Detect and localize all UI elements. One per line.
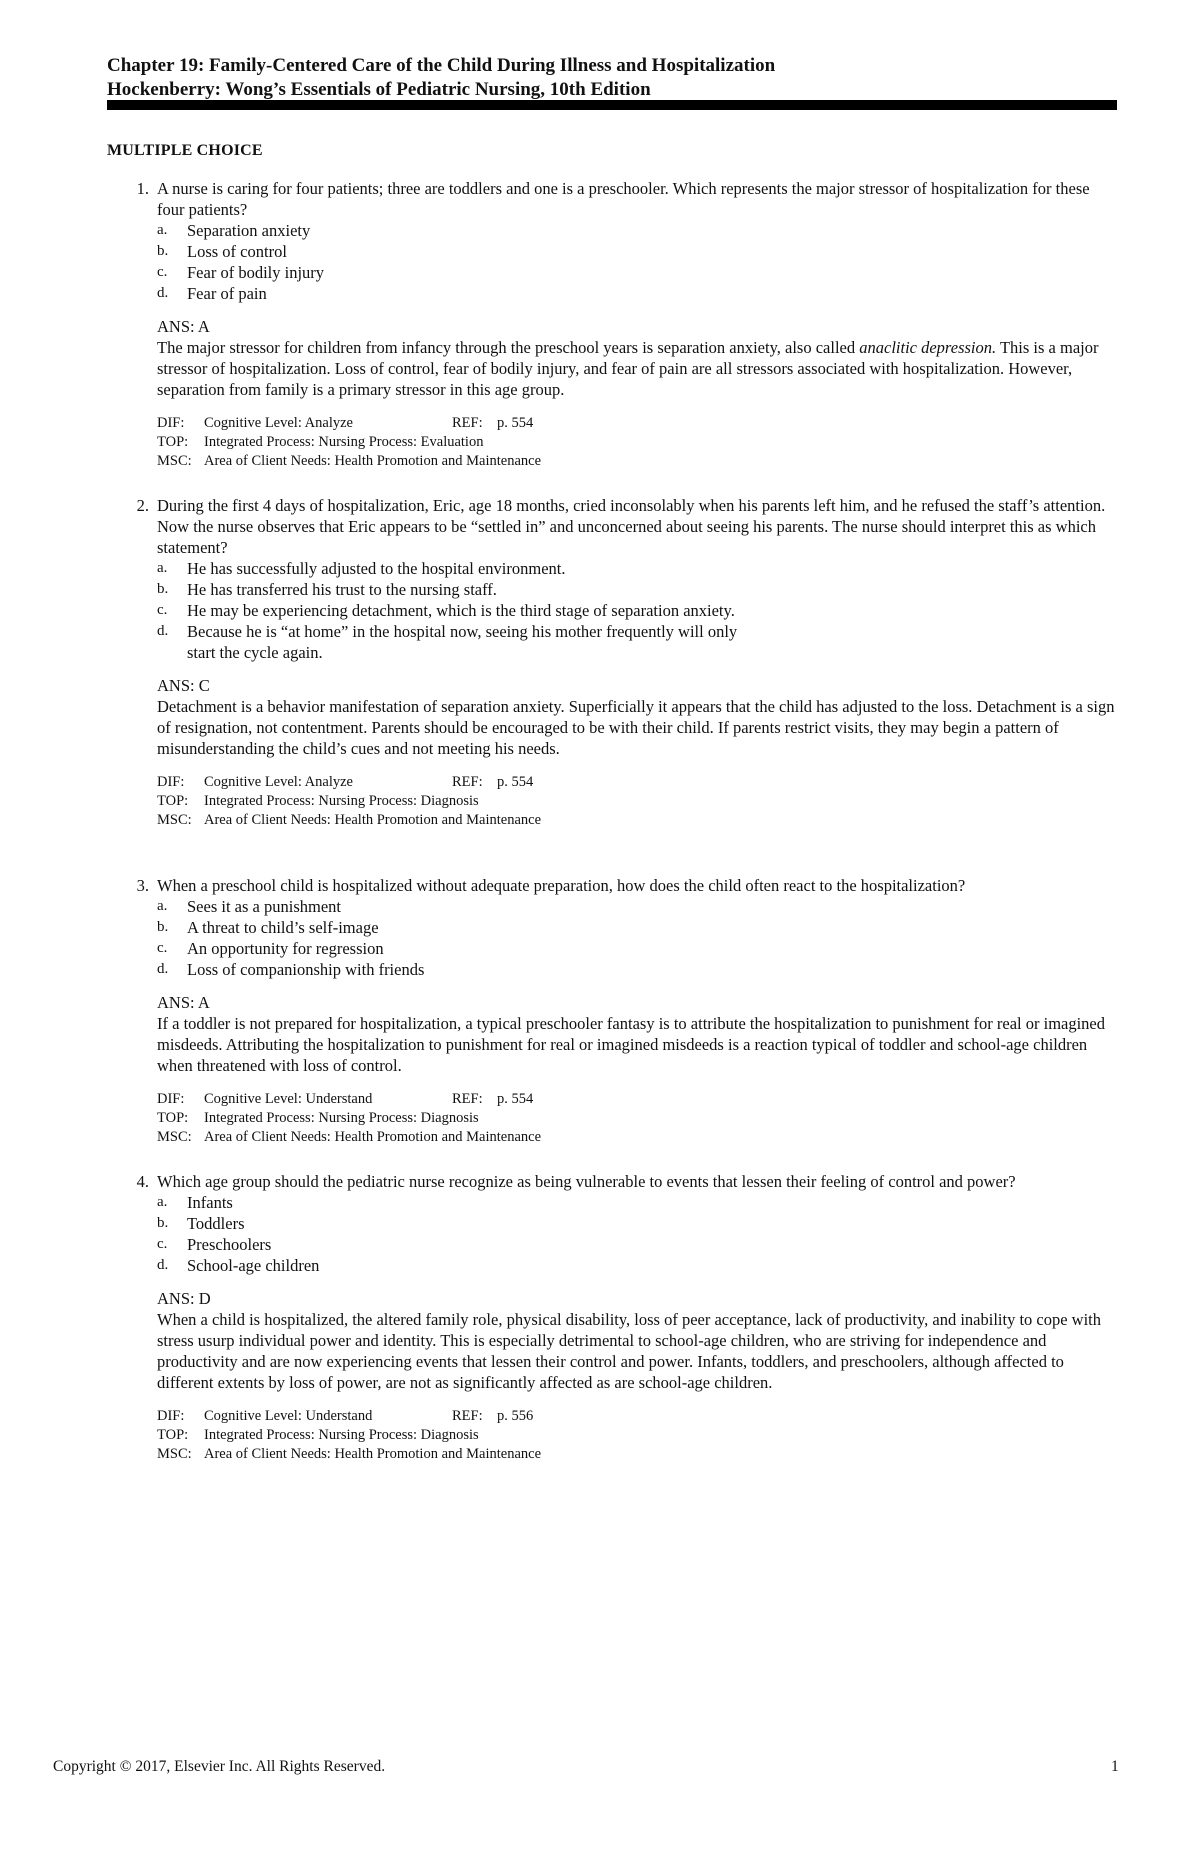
rationale-text: This is a major stressor of hospitalization. Loss of control, fear of bodily injury, and fear of pain are all stressors associated with hospitalization. However, separation from family is a primary stressor in this age group. [157,338,1099,399]
question-number: 4. [136,1172,149,1191]
ref-label: REF: [452,774,483,790]
answer-value: A [197,317,210,336]
top-label: TOP: [157,1427,189,1443]
option-letter: c. [157,264,168,280]
question-stem: During the first 4 days of hospitalization, Eric, age 18 months, cried inconsolably when his parents left him, and he refused the staff’s attention. Now the nurse observes that Eric appears to be “settled in” and unconcerned about seeing his parents. The nurse should interpret this as which statement? [157,496,1106,557]
rationale: When a child is hospitalized, the altered family role, physical disability, loss of peer acceptance, lack of productivity, and inability to cope with stress usurp individual power and identity. This is especially detrimental to school-age children, who are striving for independence and productivity and are now experiencing events that lessen their control and power. Infants, toddlers, and preschoolers, although affected to different extents by loss of power, are not as significantly affected as are school-age children. [157,1310,1102,1392]
option-text: School-age children [187,1256,320,1275]
top-value: Integrated Process: Nursing Process: Evaluation [204,434,484,450]
section-title: MULTIPLE CHOICE [107,142,263,159]
page-header [107,54,1117,102]
option-d [157,1255,1117,1276]
rationale: If a toddler is not prepared for hospitalization, a typical preschooler fantasy is to attribute the hospitalization to punishment for real or imagined misdeeds. Attributing the hospitalization to punishment for real or imagined misdeeds is a reaction typical of toddler and school-age children when threatened with loss of control. [157,1014,1106,1075]
option-b [157,917,1117,938]
ref-label: REF: [452,415,483,431]
dif-label: DIF: [157,1408,185,1424]
option-c [157,938,1117,959]
option-d [157,283,1117,304]
option-text: Sees it as a punishment [187,897,341,916]
option-text: A threat to child’s self-image [187,918,379,937]
question-number: 2. [136,496,149,515]
option-letter: c. [157,940,168,956]
option-text: Because he is “at home” in the hospital now, seeing his mother frequently will only start the cycle again. [187,622,738,662]
question-stem: Which age group should the pediatric nurse recognize as being vulnerable to events that lessen their feeling of control and power? [157,1172,1016,1191]
question-metadata [157,1090,1117,1147]
dif-label: DIF: [157,1091,185,1107]
option-c [157,1234,1117,1255]
question-metadata [157,1407,1117,1464]
dif-value: Cognitive Level: Understand [204,1091,373,1107]
option-text: Fear of pain [187,284,267,303]
dif-label: DIF: [157,415,185,431]
dif-value: Cognitive Level: Analyze [204,774,353,790]
page-number: 1 [1111,1758,1119,1775]
option-text: Fear of bodily injury [187,263,325,282]
rationale-text: The major stressor for children from infancy through the preschool years is separation anxiety, also called [157,338,860,357]
answer-label: ANS: [157,676,195,695]
answer-value: D [198,1289,211,1308]
option-text: Preschoolers [187,1235,272,1254]
question-number: 1. [136,179,149,198]
rationale: Detachment is a behavior manifestation of separation anxiety. Superficially it appears that the child has adjusted to the loss. Detachment is a sign of resignation, not contentment. Parents should be encouraged to be with their child. If parents restrict visits, they may begin a pattern of misunderstanding the child’s cues and not meeting his needs. [157,697,1115,758]
chapter-title: Chapter 19: Family-Centered Care of the Child During Illness and Hospitalization [107,55,776,76]
top-label: TOP: [157,434,189,450]
top-value: Integrated Process: Nursing Process: Diagnosis [204,793,479,809]
option-a [157,558,1117,579]
msc-label: MSC: [157,812,192,828]
answer-label: ANS: [157,317,195,336]
option-a [157,896,1117,917]
answer-label: ANS: [157,993,195,1012]
option-c [157,262,1117,283]
question-stem: A nurse is caring for four patients; three are toddlers and one is a preschooler. Which represents the major stressor of hospitalization for these four patients? [157,179,1090,219]
header-rule [107,100,1117,110]
option-letter: a. [157,560,168,576]
option-letter: b. [157,919,169,935]
ref-value: p. 554 [497,1091,534,1107]
question-number: 3. [136,876,149,895]
ref-value: p. 554 [497,774,534,790]
ref-label: REF: [452,1408,483,1424]
msc-value: Area of Client Needs: Health Promotion and Maintenance [204,453,542,469]
option-a [157,1192,1117,1213]
option-text: An opportunity for regression [187,939,384,958]
option-text: He has successfully adjusted to the hospital environment. [187,559,566,578]
answer-line [157,992,1117,1013]
answer-value: A [197,993,210,1012]
answer-label: ANS: [157,1289,195,1308]
ref-label: REF: [452,1091,483,1107]
question-4 [107,1171,1117,1464]
question-3 [107,875,1117,1147]
option-letter: a. [157,222,168,238]
option-letter: b. [157,243,169,259]
option-letter: b. [157,581,169,597]
option-b [157,1213,1117,1234]
copyright-footer: Copyright © 2017, Elsevier Inc. All Rights Reserved. [53,1758,386,1775]
rationale-term: anaclitic depression. [859,338,997,357]
option-text: Loss of control [187,242,287,261]
dif-value: Cognitive Level: Understand [204,1408,373,1424]
dif-value: Cognitive Level: Analyze [204,415,353,431]
option-text: Loss of companionship with friends [187,960,425,979]
dif-label: DIF: [157,774,185,790]
msc-label: MSC: [157,1129,192,1145]
question-metadata [157,414,1117,471]
option-letter: a. [157,1194,168,1210]
option-text: He may be experiencing detachment, which is the third stage of separation anxiety. [187,601,735,620]
option-b [157,241,1117,262]
question-stem: When a preschool child is hospitalized without adequate preparation, how does the child often react to the hospitalization? [157,876,966,895]
option-letter: b. [157,1215,169,1231]
answer-line [157,316,1117,337]
top-label: TOP: [157,793,189,809]
msc-label: MSC: [157,1446,192,1462]
option-text: Separation anxiety [187,221,311,240]
msc-value: Area of Client Needs: Health Promotion and Maintenance [204,812,542,828]
option-text: Toddlers [187,1214,245,1233]
option-c [157,600,757,621]
question-metadata [157,773,1117,830]
option-letter: d. [157,961,169,977]
option-letter: d. [157,1257,169,1273]
top-value: Integrated Process: Nursing Process: Diagnosis [204,1427,479,1443]
msc-value: Area of Client Needs: Health Promotion and Maintenance [204,1446,542,1462]
option-b [157,579,1117,600]
top-label: TOP: [157,1110,189,1126]
msc-label: MSC: [157,453,192,469]
option-text: Infants [187,1193,233,1212]
top-value: Integrated Process: Nursing Process: Diagnosis [204,1110,479,1126]
option-d [157,621,757,663]
option-letter: c. [157,602,168,618]
option-letter: c. [157,1236,168,1252]
option-a [157,220,1117,241]
answer-value: C [198,676,210,695]
book-title: Hockenberry: Wong’s Essentials of Pediatric Nursing, 10th Edition [107,79,651,100]
question-2 [107,495,1117,830]
rationale [157,337,1117,400]
answer-line [157,1288,1117,1309]
ref-value: p. 554 [497,415,534,431]
option-letter: d. [157,285,169,301]
option-text: He has transferred his trust to the nursing staff. [187,580,497,599]
question-1 [107,178,1117,471]
option-letter: a. [157,898,168,914]
ref-value: p. 556 [497,1408,534,1424]
answer-line [157,675,1117,696]
option-d [157,959,1117,980]
msc-value: Area of Client Needs: Health Promotion and Maintenance [204,1129,542,1145]
option-letter: d. [157,623,169,639]
